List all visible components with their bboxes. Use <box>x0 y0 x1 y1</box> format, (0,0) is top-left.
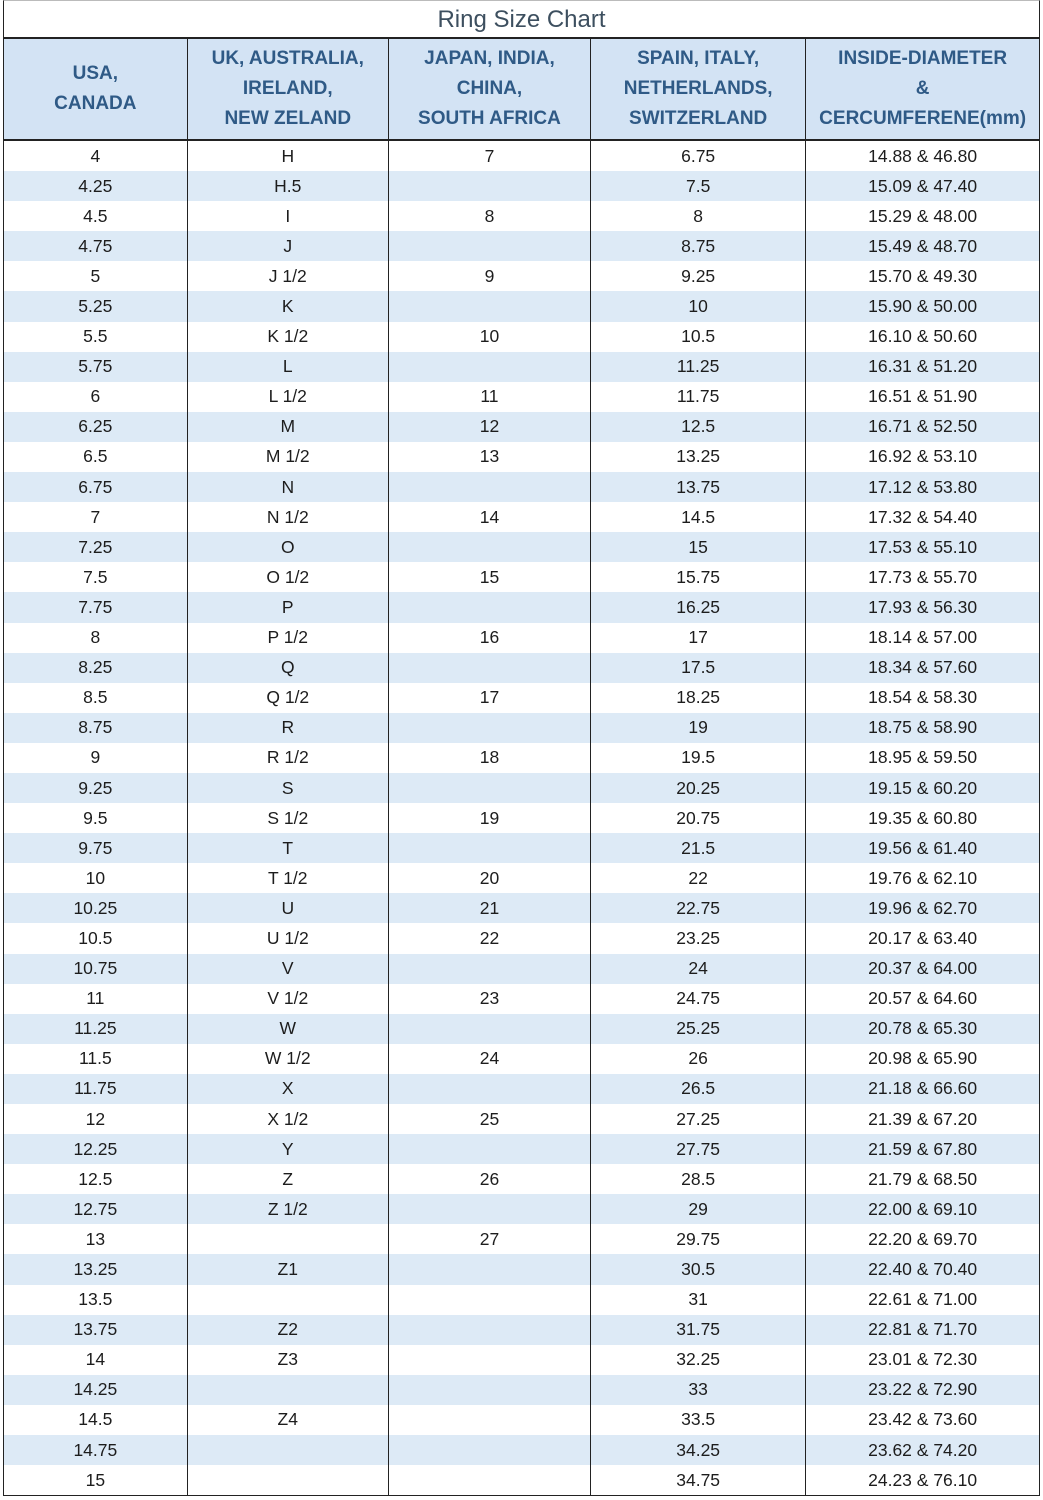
spain-italy-cell: 15.75 <box>591 562 806 592</box>
uk-australia-cell: Z 1/2 <box>187 1194 388 1224</box>
usa-canada-cell: 10.75 <box>4 954 187 984</box>
diameter-circumference-cell: 19.76 & 62.10 <box>806 863 1039 893</box>
usa-canada-cell: 11.5 <box>4 1044 187 1074</box>
spain-italy-cell: 33 <box>591 1375 806 1405</box>
japan-india-cell: 17 <box>388 683 590 713</box>
uk-australia-cell: J 1/2 <box>187 261 388 291</box>
table-row <box>4 803 1039 833</box>
japan-india-cell <box>388 592 590 622</box>
usa-canada-cell: 10.5 <box>4 923 187 953</box>
uk-australia-cell: Z <box>187 1164 388 1194</box>
table-row <box>4 923 1039 953</box>
table-row <box>4 291 1039 321</box>
japan-india-cell: 23 <box>388 984 590 1014</box>
spain-italy-cell: 34.75 <box>591 1465 806 1495</box>
japan-india-cell <box>388 954 590 984</box>
table-row <box>4 893 1039 923</box>
usa-canada-cell: 6 <box>4 382 187 412</box>
uk-australia-cell: K 1/2 <box>187 322 388 352</box>
diameter-circumference-cell: 17.53 & 55.10 <box>806 532 1039 562</box>
japan-india-cell <box>388 1315 590 1345</box>
japan-india-cell: 11 <box>388 382 590 412</box>
table-row <box>4 833 1039 863</box>
usa-canada-cell: 12.25 <box>4 1134 187 1164</box>
spain-italy-cell: 16.25 <box>591 592 806 622</box>
table-row <box>4 261 1039 291</box>
diameter-circumference-cell: 18.95 & 59.50 <box>806 743 1039 773</box>
japan-india-cell <box>388 1254 590 1284</box>
japan-india-cell <box>388 1074 590 1104</box>
spain-italy-cell: 22 <box>591 863 806 893</box>
uk-australia-cell: Z1 <box>187 1254 388 1284</box>
spain-italy-cell: 10 <box>591 291 806 321</box>
table-row <box>4 954 1039 984</box>
spain-italy-cell: 10.5 <box>591 322 806 352</box>
table-row <box>4 1224 1039 1254</box>
table-row <box>4 1315 1039 1345</box>
usa-canada-cell: 9.5 <box>4 803 187 833</box>
usa-canada-cell: 8 <box>4 623 187 653</box>
spain-italy-cell: 14.5 <box>591 502 806 532</box>
usa-canada-cell: 7.25 <box>4 532 187 562</box>
diameter-circumference-cell: 21.18 & 66.60 <box>806 1074 1039 1104</box>
spain-italy-cell: 34.25 <box>591 1435 806 1465</box>
usa-canada-cell: 9.25 <box>4 773 187 803</box>
uk-australia-cell <box>187 1465 388 1495</box>
spain-italy-cell: 32.25 <box>591 1345 806 1375</box>
japan-india-cell: 16 <box>388 623 590 653</box>
uk-australia-cell: Z2 <box>187 1315 388 1345</box>
usa-canada-cell: 4.75 <box>4 231 187 261</box>
usa-canada-cell: 6.5 <box>4 442 187 472</box>
uk-australia-cell: L <box>187 352 388 382</box>
spain-italy-cell: 15 <box>591 532 806 562</box>
diameter-circumference-cell: 19.96 & 62.70 <box>806 893 1039 923</box>
usa-canada-cell: 12.5 <box>4 1164 187 1194</box>
table-row <box>4 382 1039 412</box>
table-row <box>4 863 1039 893</box>
usa-canada-cell: 5.25 <box>4 291 187 321</box>
usa-canada-cell: 5.75 <box>4 352 187 382</box>
uk-australia-cell: S 1/2 <box>187 803 388 833</box>
spain-italy-cell: 24 <box>591 954 806 984</box>
diameter-circumference-cell: 22.61 & 71.00 <box>806 1285 1039 1315</box>
diameter-circumference-cell: 18.34 & 57.60 <box>806 653 1039 683</box>
diameter-circumference-cell: 19.15 & 60.20 <box>806 773 1039 803</box>
table-row <box>4 532 1039 562</box>
usa-canada-cell: 5.5 <box>4 322 187 352</box>
japan-india-cell <box>388 1345 590 1375</box>
table-row <box>4 592 1039 622</box>
uk-australia-cell: Z3 <box>187 1345 388 1375</box>
diameter-circumference-cell: 22.81 & 71.70 <box>806 1315 1039 1345</box>
usa-canada-cell: 6.25 <box>4 412 187 442</box>
usa-canada-cell: 10.25 <box>4 893 187 923</box>
japan-india-cell: 24 <box>388 1044 590 1074</box>
table-row <box>4 713 1039 743</box>
spain-italy-cell: 23.25 <box>591 923 806 953</box>
usa-canada-cell: 7.75 <box>4 592 187 622</box>
usa-canada-cell: 13.25 <box>4 1254 187 1284</box>
diameter-circumference-cell: 23.22 & 72.90 <box>806 1375 1039 1405</box>
table-row <box>4 322 1039 352</box>
diameter-circumference-cell: 15.29 & 48.00 <box>806 201 1039 231</box>
japan-india-cell: 13 <box>388 442 590 472</box>
usa-canada-cell: 7 <box>4 502 187 532</box>
japan-india-cell <box>388 1465 590 1495</box>
table-row <box>4 201 1039 231</box>
table-row <box>4 1254 1039 1284</box>
japan-india-cell <box>388 713 590 743</box>
table-row <box>4 1104 1039 1134</box>
uk-australia-cell: V <box>187 954 388 984</box>
table-body <box>4 140 1039 1495</box>
diameter-circumference-cell: 20.17 & 63.40 <box>806 923 1039 953</box>
table-row <box>4 472 1039 502</box>
table-row <box>4 1345 1039 1375</box>
table-row <box>4 1074 1039 1104</box>
uk-australia-cell: I <box>187 201 388 231</box>
uk-australia-cell: J <box>187 231 388 261</box>
japan-india-cell <box>388 1375 590 1405</box>
diameter-circumference-cell: 23.62 & 74.20 <box>806 1435 1039 1465</box>
diameter-circumference-cell: 23.01 & 72.30 <box>806 1345 1039 1375</box>
diameter-circumference-cell: 22.00 & 69.10 <box>806 1194 1039 1224</box>
spain-italy-cell: 25.25 <box>591 1014 806 1044</box>
japan-india-cell: 27 <box>388 1224 590 1254</box>
usa-canada-cell: 14.25 <box>4 1375 187 1405</box>
usa-canada-cell: 14.75 <box>4 1435 187 1465</box>
usa-canada-cell: 13.5 <box>4 1285 187 1315</box>
header-diameter-circumference: INSIDE-DIAMETER & CERCUMFERENE(mm) <box>806 39 1039 140</box>
diameter-circumference-cell: 17.73 & 55.70 <box>806 562 1039 592</box>
spain-italy-cell: 26 <box>591 1044 806 1074</box>
usa-canada-cell: 4.25 <box>4 171 187 201</box>
diameter-circumference-cell: 20.78 & 65.30 <box>806 1014 1039 1044</box>
table-row <box>4 442 1039 472</box>
japan-india-cell <box>388 1014 590 1044</box>
header-row <box>4 39 1039 140</box>
spain-italy-cell: 17.5 <box>591 653 806 683</box>
uk-australia-cell: H.5 <box>187 171 388 201</box>
diameter-circumference-cell: 16.10 & 50.60 <box>806 322 1039 352</box>
diameter-circumference-cell: 15.90 & 50.00 <box>806 291 1039 321</box>
japan-india-cell <box>388 1435 590 1465</box>
usa-canada-cell: 7.5 <box>4 562 187 592</box>
spain-italy-cell: 27.75 <box>591 1134 806 1164</box>
spain-italy-cell: 13.75 <box>591 472 806 502</box>
japan-india-cell <box>388 231 590 261</box>
uk-australia-cell: Q 1/2 <box>187 683 388 713</box>
table-row <box>4 502 1039 532</box>
uk-australia-cell: U <box>187 893 388 923</box>
table-row <box>4 412 1039 442</box>
spain-italy-cell: 8 <box>591 201 806 231</box>
spain-italy-cell: 12.5 <box>591 412 806 442</box>
diameter-circumference-cell: 20.98 & 65.90 <box>806 1044 1039 1074</box>
size-table <box>4 39 1039 1495</box>
diameter-circumference-cell: 16.71 & 52.50 <box>806 412 1039 442</box>
table-row <box>4 1405 1039 1435</box>
diameter-circumference-cell: 22.20 & 69.70 <box>806 1224 1039 1254</box>
japan-india-cell <box>388 1134 590 1164</box>
diameter-circumference-cell: 17.12 & 53.80 <box>806 472 1039 502</box>
spain-italy-cell: 30.5 <box>591 1254 806 1284</box>
usa-canada-cell: 9.75 <box>4 833 187 863</box>
spain-italy-cell: 20.75 <box>591 803 806 833</box>
diameter-circumference-cell: 15.49 & 48.70 <box>806 231 1039 261</box>
japan-india-cell <box>388 472 590 502</box>
spain-italy-cell: 18.25 <box>591 683 806 713</box>
ring-size-chart <box>3 0 1040 1496</box>
japan-india-cell <box>388 1285 590 1315</box>
spain-italy-cell: 19 <box>591 713 806 743</box>
japan-india-cell <box>388 171 590 201</box>
uk-australia-cell: M <box>187 412 388 442</box>
japan-india-cell <box>388 291 590 321</box>
japan-india-cell <box>388 1194 590 1224</box>
spain-italy-cell: 33.5 <box>591 1405 806 1435</box>
usa-canada-cell: 8.25 <box>4 653 187 683</box>
diameter-circumference-cell: 18.54 & 58.30 <box>806 683 1039 713</box>
uk-australia-cell: T 1/2 <box>187 863 388 893</box>
uk-australia-cell: Z4 <box>187 1405 388 1435</box>
spain-italy-cell: 27.25 <box>591 1104 806 1134</box>
spain-italy-cell: 20.25 <box>591 773 806 803</box>
japan-india-cell <box>388 1405 590 1435</box>
uk-australia-cell: Y <box>187 1134 388 1164</box>
diameter-circumference-cell: 20.57 & 64.60 <box>806 984 1039 1014</box>
uk-australia-cell: V 1/2 <box>187 984 388 1014</box>
table-row <box>4 743 1039 773</box>
spain-italy-cell: 19.5 <box>591 743 806 773</box>
usa-canada-cell: 12 <box>4 1104 187 1134</box>
usa-canada-cell: 5 <box>4 261 187 291</box>
table-row <box>4 1285 1039 1315</box>
usa-canada-cell: 15 <box>4 1465 187 1495</box>
uk-australia-cell: O <box>187 532 388 562</box>
japan-india-cell: 26 <box>388 1164 590 1194</box>
uk-australia-cell: R 1/2 <box>187 743 388 773</box>
uk-australia-cell: K <box>187 291 388 321</box>
uk-australia-cell <box>187 1224 388 1254</box>
spain-italy-cell: 29.75 <box>591 1224 806 1254</box>
japan-india-cell: 25 <box>388 1104 590 1134</box>
japan-india-cell <box>388 653 590 683</box>
uk-australia-cell: Q <box>187 653 388 683</box>
diameter-circumference-cell: 16.92 & 53.10 <box>806 442 1039 472</box>
uk-australia-cell: N <box>187 472 388 502</box>
uk-australia-cell: X <box>187 1074 388 1104</box>
japan-india-cell: 10 <box>388 322 590 352</box>
diameter-circumference-cell: 24.23 & 76.10 <box>806 1465 1039 1495</box>
japan-india-cell: 9 <box>388 261 590 291</box>
usa-canada-cell: 12.75 <box>4 1194 187 1224</box>
usa-canada-cell: 4 <box>4 140 187 171</box>
japan-india-cell: 21 <box>388 893 590 923</box>
diameter-circumference-cell: 16.51 & 51.90 <box>806 382 1039 412</box>
chart-title: Ring Size Chart <box>4 1 1039 39</box>
diameter-circumference-cell: 17.32 & 54.40 <box>806 502 1039 532</box>
japan-india-cell: 20 <box>388 863 590 893</box>
header-uk-australia: UK, AUSTRALIA, IRELAND, NEW ZELAND <box>187 39 388 140</box>
uk-australia-cell: R <box>187 713 388 743</box>
header-usa-canada: USA, CANADA <box>4 39 187 140</box>
japan-india-cell: 19 <box>388 803 590 833</box>
spain-italy-cell: 7.5 <box>591 171 806 201</box>
table-row <box>4 562 1039 592</box>
uk-australia-cell: T <box>187 833 388 863</box>
uk-australia-cell: P <box>187 592 388 622</box>
diameter-circumference-cell: 15.09 & 47.40 <box>806 171 1039 201</box>
table-row <box>4 1014 1039 1044</box>
uk-australia-cell: N 1/2 <box>187 502 388 532</box>
japan-india-cell: 18 <box>388 743 590 773</box>
usa-canada-cell: 4.5 <box>4 201 187 231</box>
diameter-circumference-cell: 19.56 & 61.40 <box>806 833 1039 863</box>
diameter-circumference-cell: 15.70 & 49.30 <box>806 261 1039 291</box>
usa-canada-cell: 13.75 <box>4 1315 187 1345</box>
diameter-circumference-cell: 18.14 & 57.00 <box>806 623 1039 653</box>
table-row <box>4 623 1039 653</box>
japan-india-cell: 7 <box>388 140 590 171</box>
japan-india-cell <box>388 833 590 863</box>
japan-india-cell: 12 <box>388 412 590 442</box>
japan-india-cell <box>388 773 590 803</box>
japan-india-cell: 15 <box>388 562 590 592</box>
japan-india-cell <box>388 352 590 382</box>
uk-australia-cell: X 1/2 <box>187 1104 388 1134</box>
spain-italy-cell: 21.5 <box>591 833 806 863</box>
usa-canada-cell: 14 <box>4 1345 187 1375</box>
japan-india-cell <box>388 532 590 562</box>
diameter-circumference-cell: 18.75 & 58.90 <box>806 713 1039 743</box>
uk-australia-cell: M 1/2 <box>187 442 388 472</box>
spain-italy-cell: 31 <box>591 1285 806 1315</box>
spain-italy-cell: 26.5 <box>591 1074 806 1104</box>
spain-italy-cell: 8.75 <box>591 231 806 261</box>
table-row <box>4 683 1039 713</box>
table-row <box>4 1465 1039 1495</box>
table-row <box>4 1164 1039 1194</box>
table-row <box>4 1134 1039 1164</box>
japan-india-cell: 22 <box>388 923 590 953</box>
table-row <box>4 171 1039 201</box>
diameter-circumference-cell: 20.37 & 64.00 <box>806 954 1039 984</box>
diameter-circumference-cell: 16.31 & 51.20 <box>806 352 1039 382</box>
table-row <box>4 1194 1039 1224</box>
uk-australia-cell: L 1/2 <box>187 382 388 412</box>
diameter-circumference-cell: 19.35 & 60.80 <box>806 803 1039 833</box>
diameter-circumference-cell: 21.59 & 67.80 <box>806 1134 1039 1164</box>
table-row <box>4 1044 1039 1074</box>
usa-canada-cell: 8.75 <box>4 713 187 743</box>
usa-canada-cell: 11.75 <box>4 1074 187 1104</box>
diameter-circumference-cell: 21.39 & 67.20 <box>806 1104 1039 1134</box>
spain-italy-cell: 31.75 <box>591 1315 806 1345</box>
japan-india-cell: 14 <box>388 502 590 532</box>
uk-australia-cell: W 1/2 <box>187 1044 388 1074</box>
spain-italy-cell: 11.25 <box>591 352 806 382</box>
table-row <box>4 653 1039 683</box>
usa-canada-cell: 13 <box>4 1224 187 1254</box>
spain-italy-cell: 11.75 <box>591 382 806 412</box>
uk-australia-cell <box>187 1435 388 1465</box>
uk-australia-cell <box>187 1375 388 1405</box>
usa-canada-cell: 11 <box>4 984 187 1014</box>
usa-canada-cell: 14.5 <box>4 1405 187 1435</box>
table-row <box>4 140 1039 171</box>
uk-australia-cell: P 1/2 <box>187 623 388 653</box>
diameter-circumference-cell: 23.42 & 73.60 <box>806 1405 1039 1435</box>
uk-australia-cell <box>187 1285 388 1315</box>
uk-australia-cell: O 1/2 <box>187 562 388 592</box>
uk-australia-cell: S <box>187 773 388 803</box>
header-japan-india: JAPAN, INDIA, CHINA, SOUTH AFRICA <box>388 39 590 140</box>
spain-italy-cell: 22.75 <box>591 893 806 923</box>
diameter-circumference-cell: 17.93 & 56.30 <box>806 592 1039 622</box>
uk-australia-cell: W <box>187 1014 388 1044</box>
usa-canada-cell: 10 <box>4 863 187 893</box>
spain-italy-cell: 6.75 <box>591 140 806 171</box>
header-spain-italy: SPAIN, ITALY, NETHERLANDS, SWITZERLAND <box>591 39 806 140</box>
uk-australia-cell: H <box>187 140 388 171</box>
spain-italy-cell: 17 <box>591 623 806 653</box>
japan-india-cell: 8 <box>388 201 590 231</box>
table-row <box>4 984 1039 1014</box>
diameter-circumference-cell: 14.88 & 46.80 <box>806 140 1039 171</box>
spain-italy-cell: 28.5 <box>591 1164 806 1194</box>
table-row <box>4 773 1039 803</box>
table-row <box>4 352 1039 382</box>
diameter-circumference-cell: 22.40 & 70.40 <box>806 1254 1039 1284</box>
spain-italy-cell: 9.25 <box>591 261 806 291</box>
table-row <box>4 231 1039 261</box>
uk-australia-cell: U 1/2 <box>187 923 388 953</box>
table-row <box>4 1375 1039 1405</box>
diameter-circumference-cell: 21.79 & 68.50 <box>806 1164 1039 1194</box>
spain-italy-cell: 24.75 <box>591 984 806 1014</box>
usa-canada-cell: 8.5 <box>4 683 187 713</box>
spain-italy-cell: 13.25 <box>591 442 806 472</box>
usa-canada-cell: 6.75 <box>4 472 187 502</box>
spain-italy-cell: 29 <box>591 1194 806 1224</box>
usa-canada-cell: 9 <box>4 743 187 773</box>
usa-canada-cell: 11.25 <box>4 1014 187 1044</box>
table-row <box>4 1435 1039 1465</box>
